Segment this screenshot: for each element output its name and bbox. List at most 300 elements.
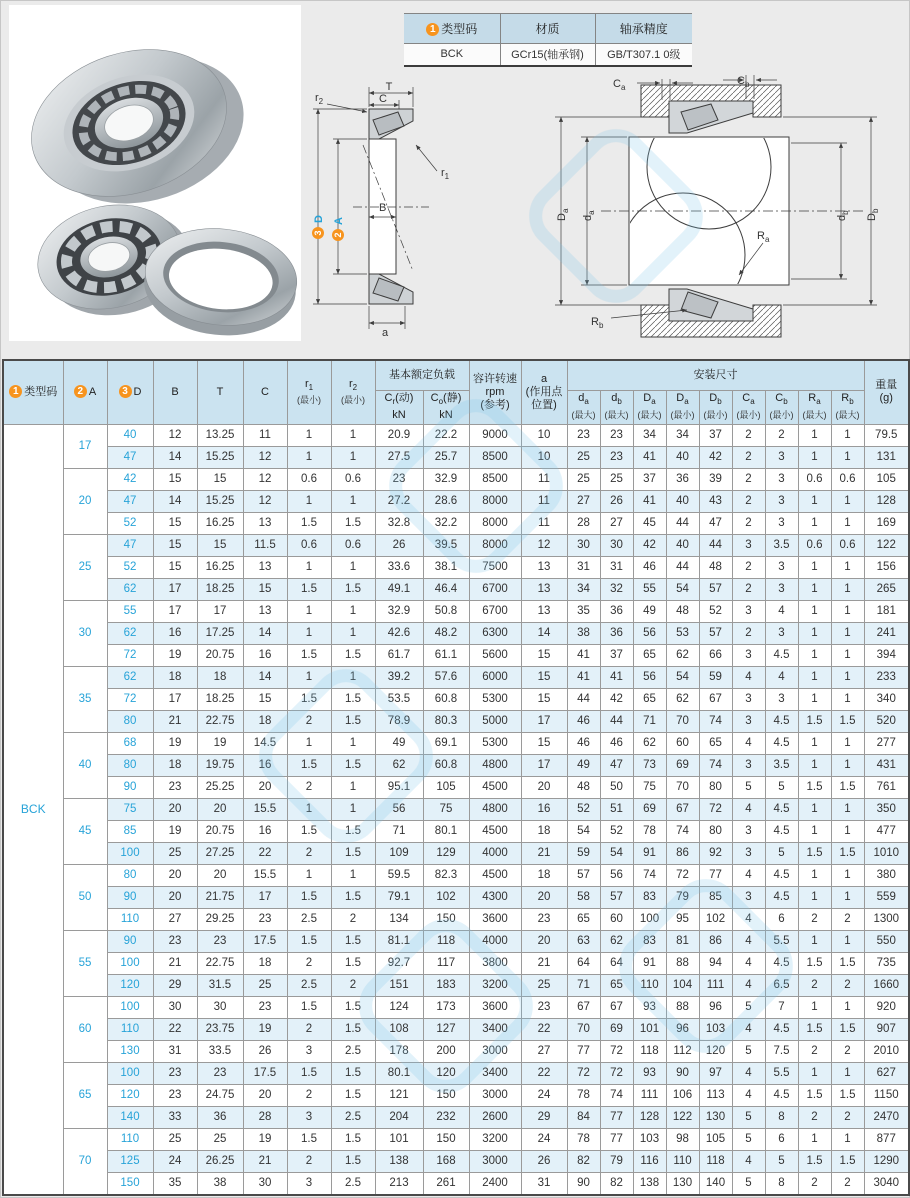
cell-D-65-120[interactable]: 120 — [107, 1084, 153, 1106]
cell-value: 232 — [423, 1106, 469, 1128]
cell-value: 25 — [567, 468, 600, 490]
cell-value: 3 — [765, 490, 798, 512]
cell-value: 11 — [521, 490, 567, 512]
cell-value: 36 — [666, 468, 699, 490]
cell-value: 81.1 — [375, 930, 423, 952]
cell-value: 82.3 — [423, 864, 469, 886]
cell-value: 41 — [567, 666, 600, 688]
type-code-cell[interactable]: BCK — [3, 424, 63, 1195]
cell-D-60-130[interactable]: 130 — [107, 1040, 153, 1062]
cell-value: 8500 — [469, 446, 521, 468]
cell-value: 19 — [197, 732, 243, 754]
cell-A-55[interactable]: 55 — [63, 930, 107, 996]
cell-D-30-72[interactable]: 72 — [107, 644, 153, 666]
cell-value: 2 — [331, 974, 375, 996]
cell-value: 20.75 — [197, 644, 243, 666]
cell-value: 3 — [765, 578, 798, 600]
col-header-type-code: 1 类型码 — [3, 360, 63, 424]
cell-value: 129 — [423, 842, 469, 864]
cell-value: 5 — [732, 1128, 765, 1150]
cell-value: 23.75 — [197, 1018, 243, 1040]
cell-value: 69 — [600, 1018, 633, 1040]
cell-value: 431 — [864, 754, 909, 776]
cell-value: 23 — [153, 1062, 197, 1084]
cell-value: 3000 — [469, 1040, 521, 1062]
cell-value: 1 — [331, 622, 375, 644]
cell-D-35-72[interactable]: 72 — [107, 688, 153, 710]
cell-value: 1.5 — [331, 1084, 375, 1106]
cell-value: 60.8 — [423, 688, 469, 710]
cell-A-40[interactable]: 40 — [63, 732, 107, 798]
cell-value: 47 — [699, 512, 732, 534]
spec-value-type-code[interactable]: BCK — [404, 44, 500, 66]
cell-value: 39.2 — [375, 666, 423, 688]
cell-value: 18 — [243, 952, 287, 974]
cell-value: 15 — [153, 512, 197, 534]
cell-value: 88 — [666, 996, 699, 1018]
cell-value: 0.6 — [831, 468, 864, 490]
cell-value: 1.5 — [287, 644, 331, 666]
table-row — [3, 886, 909, 908]
cell-value: 0.6 — [287, 534, 331, 556]
cell-D-20-52[interactable]: 52 — [107, 512, 153, 534]
cell-value: 46.4 — [423, 578, 469, 600]
cell-value: 3 — [732, 600, 765, 622]
dim-label-Db — [866, 208, 880, 221]
table-row — [3, 798, 909, 820]
cell-value: 30 — [197, 996, 243, 1018]
table-row — [3, 732, 909, 754]
cell-value: 103 — [633, 1128, 666, 1150]
svg-text:3: 3 — [313, 230, 323, 236]
cell-value: 11 — [521, 512, 567, 534]
table-row — [3, 468, 909, 490]
cell-value: 1 — [287, 622, 331, 644]
cell-value: 1.5 — [331, 996, 375, 1018]
cell-value: 3 — [732, 820, 765, 842]
cell-value: 105 — [699, 1128, 732, 1150]
cell-value: 80.1 — [423, 820, 469, 842]
cell-value: 4000 — [469, 930, 521, 952]
table-row — [3, 864, 909, 886]
cell-value: 24.75 — [197, 1084, 243, 1106]
cell-D-55-90[interactable]: 90 — [107, 930, 153, 952]
cell-value: 23 — [197, 930, 243, 952]
cell-value: 30 — [243, 1172, 287, 1195]
cell-value: 2.5 — [331, 1172, 375, 1195]
cell-D-20-42[interactable]: 42 — [107, 468, 153, 490]
cell-value: 79.5 — [864, 424, 909, 446]
cell-value: 72 — [666, 864, 699, 886]
cell-value: 17 — [243, 886, 287, 908]
dim-label-Rb: $R_b$ — [591, 316, 604, 330]
cell-value: 3400 — [469, 1018, 521, 1040]
cell-value: 84 — [567, 1106, 600, 1128]
cell-value: 4800 — [469, 754, 521, 776]
cell-value: 98 — [666, 1128, 699, 1150]
cell-A-30[interactable]: 30 — [63, 600, 107, 666]
cell-value: 70 — [567, 1018, 600, 1040]
cell-value: 5 — [765, 776, 798, 798]
cell-value: 1 — [831, 1062, 864, 1084]
cell-value: 15 — [153, 468, 197, 490]
cell-value: 20 — [197, 798, 243, 820]
cell-value: 34 — [567, 578, 600, 600]
cell-value: 66 — [699, 644, 732, 666]
cell-value: 4.5 — [765, 732, 798, 754]
cell-value: 91 — [633, 952, 666, 974]
svg-text:da: $d_a$ — [582, 210, 596, 221]
cell-value: 5600 — [469, 644, 521, 666]
cell-value: 134 — [375, 908, 423, 930]
cell-value: 2 — [287, 710, 331, 732]
cell-value: 13 — [521, 556, 567, 578]
cell-value: 5 — [732, 776, 765, 798]
cell-value: 1 — [798, 820, 831, 842]
cell-value: 1 — [798, 1062, 831, 1084]
cell-value: 38 — [567, 622, 600, 644]
cell-value: 20 — [243, 776, 287, 798]
cell-value: 14 — [243, 622, 287, 644]
cell-value: 14 — [521, 622, 567, 644]
cell-value: 17 — [521, 754, 567, 776]
svg-text:D: D — [313, 215, 325, 223]
cell-value: 23 — [153, 776, 197, 798]
cell-value: 1.5 — [798, 710, 831, 732]
cell-value: 3000 — [469, 1084, 521, 1106]
cell-value: 265 — [864, 578, 909, 600]
cell-D-25-62[interactable]: 62 — [107, 578, 153, 600]
cell-value: 41 — [633, 446, 666, 468]
cell-value: 4.5 — [765, 1084, 798, 1106]
cell-value: 5300 — [469, 688, 521, 710]
cell-value: 57 — [600, 886, 633, 908]
cell-D-60-100[interactable]: 100 — [107, 996, 153, 1018]
cell-value: 4 — [732, 864, 765, 886]
cell-value: 101 — [375, 1128, 423, 1150]
table-row — [3, 688, 909, 710]
cell-value: 138 — [633, 1172, 666, 1195]
cell-value: 181 — [864, 600, 909, 622]
cell-value: 1660 — [864, 974, 909, 996]
cell-D-50-80[interactable]: 80 — [107, 864, 153, 886]
cell-value: 2 — [765, 424, 798, 446]
cell-value: 13.25 — [197, 424, 243, 446]
cell-value: 3040 — [864, 1172, 909, 1195]
cell-value: 64 — [600, 952, 633, 974]
cell-value: 27.5 — [375, 446, 423, 468]
cell-D-20-47[interactable]: 47 — [107, 490, 153, 512]
cell-value: 5 — [732, 1040, 765, 1062]
cell-value: 27.2 — [375, 490, 423, 512]
table-row — [3, 1084, 909, 1106]
cell-value: 102 — [423, 886, 469, 908]
cell-value: 2 — [732, 468, 765, 490]
cell-value: 128 — [864, 490, 909, 512]
cell-value: 20 — [153, 798, 197, 820]
cell-value: 14 — [153, 490, 197, 512]
cell-value: 48.2 — [423, 622, 469, 644]
cell-value: 1.5 — [331, 952, 375, 974]
cell-value: 4500 — [469, 776, 521, 798]
cell-value: 151 — [375, 974, 423, 996]
cell-value: 627 — [864, 1062, 909, 1084]
cell-value: 2 — [331, 908, 375, 930]
cell-value: 90 — [666, 1062, 699, 1084]
cell-value: 124 — [375, 996, 423, 1018]
cell-D-25-47[interactable]: 47 — [107, 534, 153, 556]
cell-value: 6300 — [469, 622, 521, 644]
cell-A-17[interactable]: 17 — [63, 424, 107, 468]
cell-D-35-80[interactable]: 80 — [107, 710, 153, 732]
cell-value: 4 — [732, 1062, 765, 1084]
cell-value: 109 — [375, 842, 423, 864]
cell-value: 3 — [287, 1172, 331, 1195]
cell-value: 51 — [600, 798, 633, 820]
cell-A-45[interactable]: 45 — [63, 798, 107, 864]
cell-value: 1 — [287, 666, 331, 688]
cell-value: 4500 — [469, 864, 521, 886]
cell-D-25-52[interactable]: 52 — [107, 556, 153, 578]
cell-value: 40 — [666, 534, 699, 556]
cell-D-70-110[interactable]: 110 — [107, 1128, 153, 1150]
cell-value: 38 — [197, 1172, 243, 1195]
cell-A-65[interactable]: 65 — [63, 1062, 107, 1128]
cell-value: 112 — [666, 1040, 699, 1062]
dim-label-da — [582, 210, 596, 221]
col-header-mount-Rb(最大): $R_b$ (最大) — [831, 390, 864, 424]
cell-value: 1.5 — [798, 842, 831, 864]
cell-value: 72 — [600, 1040, 633, 1062]
cell-D-35-62[interactable]: 62 — [107, 666, 153, 688]
cell-value: 4 — [732, 1084, 765, 1106]
cell-value: 168 — [423, 1150, 469, 1172]
cell-value: 2 — [732, 622, 765, 644]
cell-value: 101 — [633, 1018, 666, 1040]
cell-D-45-85[interactable]: 85 — [107, 820, 153, 842]
cell-value: 8 — [765, 1172, 798, 1195]
cell-value: 37 — [699, 424, 732, 446]
cell-value: 19.75 — [197, 754, 243, 776]
cell-value: 1 — [331, 798, 375, 820]
cell-D-65-100[interactable]: 100 — [107, 1062, 153, 1084]
cell-value: 110 — [633, 974, 666, 996]
cell-value: 1 — [287, 864, 331, 886]
cell-value: 3 — [765, 468, 798, 490]
cell-value: 1 — [798, 754, 831, 776]
cell-value: 13 — [243, 512, 287, 534]
cell-value: 131 — [864, 446, 909, 468]
cell-D-40-68[interactable]: 68 — [107, 732, 153, 754]
cell-value: 23 — [521, 908, 567, 930]
cell-value: 100 — [633, 908, 666, 930]
col-header-C: C — [243, 360, 287, 424]
cell-value: 46 — [567, 732, 600, 754]
cell-value: 550 — [864, 930, 909, 952]
table-row — [3, 974, 909, 996]
cell-D-55-120[interactable]: 120 — [107, 974, 153, 996]
cell-value: 130 — [666, 1172, 699, 1195]
cell-value: 2 — [287, 1018, 331, 1040]
cell-A-25[interactable]: 25 — [63, 534, 107, 600]
dim-label-T: T — [385, 81, 393, 93]
cell-value: 14 — [153, 446, 197, 468]
cell-value: 30 — [153, 996, 197, 1018]
cell-value: 18 — [153, 666, 197, 688]
cell-value: 39.5 — [423, 534, 469, 556]
cell-A-35[interactable]: 35 — [63, 666, 107, 732]
cell-value: 46 — [633, 556, 666, 578]
cell-D-45-75[interactable]: 75 — [107, 798, 153, 820]
col-header-mount-db(最大): $d_b$ (最大) — [600, 390, 633, 424]
cell-value: 105 — [864, 468, 909, 490]
dim-label-B: B — [379, 202, 387, 214]
cell-D-45-100[interactable]: 100 — [107, 842, 153, 864]
cell-D-50-90[interactable]: 90 — [107, 886, 153, 908]
table-row — [3, 996, 909, 1018]
cell-value: 1290 — [864, 1150, 909, 1172]
cell-A-60[interactable]: 60 — [63, 996, 107, 1062]
cell-value: 74 — [633, 864, 666, 886]
cell-value: 2 — [798, 1106, 831, 1128]
cell-value: 183 — [423, 974, 469, 996]
cell-value: 2470 — [864, 1106, 909, 1128]
cell-value: 19 — [243, 1018, 287, 1040]
cell-value: 20 — [243, 1084, 287, 1106]
cell-value: 17.5 — [243, 1062, 287, 1084]
cell-value: 21 — [521, 842, 567, 864]
cell-value: 2400 — [469, 1172, 521, 1195]
cell-value: 52 — [567, 798, 600, 820]
cell-D-65-140[interactable]: 140 — [107, 1106, 153, 1128]
cell-D-40-80[interactable]: 80 — [107, 754, 153, 776]
cell-value: 1 — [287, 600, 331, 622]
cell-value: 22 — [153, 1018, 197, 1040]
cell-value: 6000 — [469, 666, 521, 688]
cell-value: 1 — [798, 666, 831, 688]
cell-D-40-90[interactable]: 90 — [107, 776, 153, 798]
cell-value: 41 — [567, 644, 600, 666]
cell-value: 1 — [798, 886, 831, 908]
table-row — [3, 600, 909, 622]
cell-value: 34 — [666, 424, 699, 446]
cell-value: 1 — [798, 798, 831, 820]
cell-value: 63 — [567, 930, 600, 952]
cell-value: 15 — [243, 688, 287, 710]
cell-value: 1 — [831, 424, 864, 446]
col-header-r1: $r_1$ (最小) — [287, 360, 331, 424]
cell-value: 78 — [633, 820, 666, 842]
cell-A-20[interactable]: 20 — [63, 468, 107, 534]
cell-value: 22 — [243, 842, 287, 864]
cell-value: 2.5 — [287, 974, 331, 996]
cell-value: 122 — [666, 1106, 699, 1128]
cell-value: 1 — [287, 556, 331, 578]
table-row — [3, 1150, 909, 1172]
cell-D-70-125[interactable]: 125 — [107, 1150, 153, 1172]
cell-D-55-100[interactable]: 100 — [107, 952, 153, 974]
cell-value: 3 — [732, 710, 765, 732]
cell-D-17-40[interactable]: 40 — [107, 424, 153, 446]
cell-value: 1 — [831, 644, 864, 666]
cell-value: 118 — [633, 1040, 666, 1062]
cell-value: 69 — [633, 798, 666, 820]
cell-value: 4.5 — [765, 820, 798, 842]
cell-D-70-150[interactable]: 150 — [107, 1172, 153, 1195]
bearing-section-diagram — [301, 79, 473, 337]
cell-value: 130 — [699, 1106, 732, 1128]
cell-value: 58 — [567, 886, 600, 908]
cell-value: 44 — [567, 688, 600, 710]
dimension-table — [2, 359, 910, 1196]
cell-value: 78 — [567, 1128, 600, 1150]
cell-value: 11.5 — [243, 534, 287, 556]
cell-value: 23 — [197, 1062, 243, 1084]
cell-D-30-55[interactable]: 55 — [107, 600, 153, 622]
cell-value: 477 — [864, 820, 909, 842]
cell-value: 3 — [287, 1040, 331, 1062]
cell-value: 10 — [521, 446, 567, 468]
cell-value: 1 — [798, 578, 831, 600]
cell-value: 4000 — [469, 842, 521, 864]
table-row — [3, 842, 909, 864]
cell-value: 4 — [732, 1150, 765, 1172]
cell-value: 907 — [864, 1018, 909, 1040]
cell-value: 1 — [331, 600, 375, 622]
cell-value: 6700 — [469, 600, 521, 622]
cell-value: 2 — [287, 1150, 331, 1172]
cell-value: 65 — [699, 732, 732, 754]
cell-value: 1 — [287, 446, 331, 468]
cell-value: 3 — [287, 1106, 331, 1128]
cell-A-50[interactable]: 50 — [63, 864, 107, 930]
cell-value: 1.5 — [331, 688, 375, 710]
cell-value: 108 — [375, 1018, 423, 1040]
cell-value: 1.5 — [831, 1150, 864, 1172]
cell-D-60-110[interactable]: 110 — [107, 1018, 153, 1040]
cell-D-30-62[interactable]: 62 — [107, 622, 153, 644]
cell-D-17-47[interactable]: 47 — [107, 446, 153, 468]
cell-value: 65 — [633, 644, 666, 666]
cell-value: 15 — [153, 556, 197, 578]
spec-summary-table — [404, 13, 692, 67]
table-row — [3, 644, 909, 666]
table-row — [3, 446, 909, 468]
cell-value: 1.5 — [287, 886, 331, 908]
table-row — [3, 1040, 909, 1062]
cell-value: 11 — [521, 468, 567, 490]
cell-value: 1.5 — [331, 1018, 375, 1040]
product-photo-panel — [9, 5, 301, 341]
cell-value: 42 — [633, 534, 666, 556]
cell-A-70[interactable]: 70 — [63, 1128, 107, 1195]
cell-value: 3 — [732, 644, 765, 666]
dim-label-C: C — [379, 93, 387, 105]
cell-D-50-110[interactable]: 110 — [107, 908, 153, 930]
cell-value: 54 — [666, 666, 699, 688]
cell-value: 69 — [666, 754, 699, 776]
cell-value: 1.5 — [831, 776, 864, 798]
cell-value: 57 — [699, 622, 732, 644]
cell-value: 62 — [666, 644, 699, 666]
cell-value: 29 — [521, 1106, 567, 1128]
cell-value: 21 — [521, 952, 567, 974]
cell-value: 49 — [375, 732, 423, 754]
cell-value: 82 — [567, 1150, 600, 1172]
cell-value: 32 — [600, 578, 633, 600]
cell-value: 6 — [765, 1128, 798, 1150]
cell-value: 16.25 — [197, 556, 243, 578]
